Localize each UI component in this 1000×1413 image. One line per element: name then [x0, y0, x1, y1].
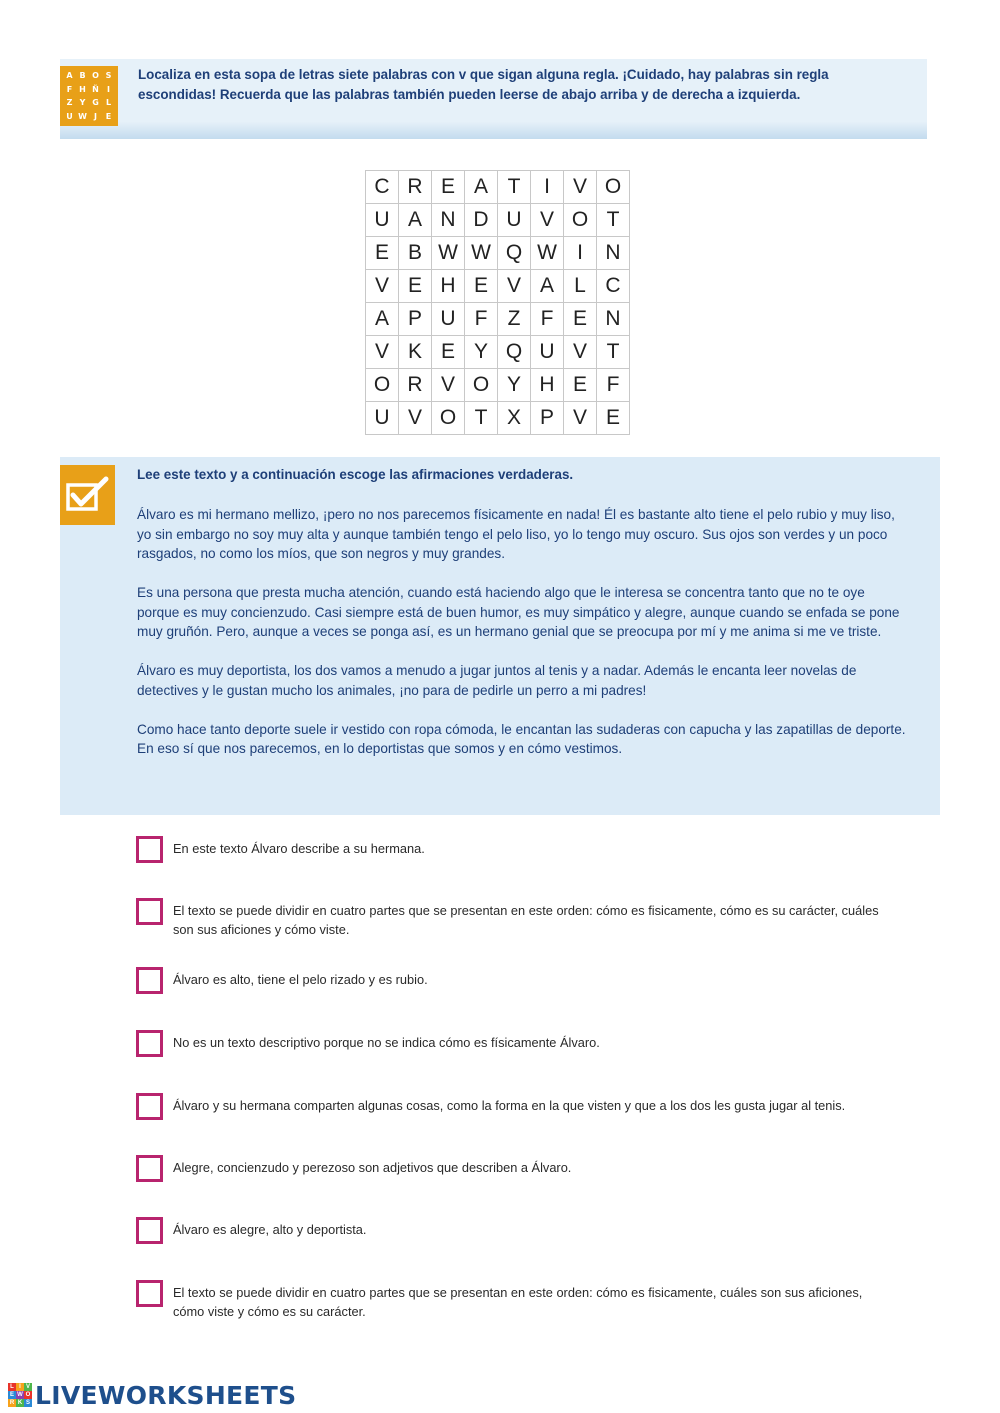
logo-block: O [25, 1392, 31, 1398]
grid-cell[interactable]: V [366, 336, 399, 369]
grid-cell[interactable]: V [564, 402, 597, 435]
grid-cell[interactable]: N [432, 204, 465, 237]
grid-cell[interactable]: X [498, 402, 531, 435]
grid-cell[interactable]: P [531, 402, 564, 435]
grid-cell[interactable]: A [465, 171, 498, 204]
grid-cell[interactable]: T [597, 336, 630, 369]
statement-text: Alegre, concienzudo y perezoso son adjetivos que describen a Álvaro. [173, 1160, 572, 1175]
grid-cell[interactable]: Z [498, 303, 531, 336]
grid-cell[interactable]: U [366, 402, 399, 435]
grid-cell[interactable]: E [432, 171, 465, 204]
instruction-banner [60, 59, 927, 139]
statement-checkbox[interactable] [136, 1155, 163, 1182]
grid-cell[interactable]: A [399, 204, 432, 237]
grid-cell[interactable]: V [432, 369, 465, 402]
reading-panel [60, 457, 940, 815]
grid-cell[interactable]: E [465, 270, 498, 303]
grid-cell[interactable]: V [531, 204, 564, 237]
grid-cell[interactable]: V [498, 270, 531, 303]
statement-checkbox[interactable] [136, 967, 163, 994]
grid-cell[interactable]: R [399, 171, 432, 204]
statement-text: En este texto Álvaro describe a su hermana. [173, 841, 425, 856]
grid-cell[interactable]: D [465, 204, 498, 237]
grid-cell[interactable]: W [531, 237, 564, 270]
grid-cell[interactable]: R [399, 369, 432, 402]
icon-letter: B [79, 71, 86, 80]
grid-cell[interactable]: C [366, 171, 399, 204]
grid-cell[interactable]: T [498, 171, 531, 204]
statement-checkbox[interactable] [136, 898, 163, 925]
statement-checkbox[interactable] [136, 1280, 163, 1307]
grid-cell[interactable]: I [531, 171, 564, 204]
grid-cell[interactable]: Y [498, 369, 531, 402]
icon-letter: U [66, 111, 73, 121]
grid-cell[interactable]: O [465, 369, 498, 402]
grid-cell[interactable]: H [432, 270, 465, 303]
logo-block: W [17, 1392, 23, 1398]
grid-cell[interactable]: F [465, 303, 498, 336]
statement-text: Álvaro y su hermana comparten algunas cosas, como la forma en la que visten y que a los dos les gusta jugar al tenis. [173, 1098, 846, 1113]
reading-text [137, 505, 907, 778]
icon-letter: Z [66, 98, 73, 107]
grid-cell[interactable]: C [597, 270, 630, 303]
paragraph: Como hace tanto deporte suele ir vestido con ropa cómoda, le encantan las sudaderas con capucha y las zapatillas de deporte. En eso sí que nos parecemos, en lo deportistas que somos y en cómo vestimos. [137, 721, 906, 756]
word-search-grid [365, 170, 630, 435]
grid-cell[interactable]: K [399, 336, 432, 369]
statement-text: Álvaro es alto, tiene el pelo rizado y es rubio. [173, 972, 428, 987]
grid-cell[interactable]: T [597, 204, 630, 237]
liveworksheets-logo[interactable] [8, 1382, 296, 1408]
icon-letter: O [92, 71, 99, 80]
grid-cell[interactable]: L [564, 270, 597, 303]
grid-cell[interactable]: A [531, 270, 564, 303]
statement-text: El texto se puede dividir en cuatro partes que se presentan en este orden: cómo es fisicamente, cómo es su carácter, cuáles son sus aficiones y cómo viste. [173, 903, 879, 937]
grid-cell[interactable]: E [399, 270, 432, 303]
grid-cell[interactable]: W [432, 237, 465, 270]
grid-cell[interactable]: E [432, 336, 465, 369]
grid-cell[interactable]: V [564, 171, 597, 204]
grid-cell[interactable]: N [597, 303, 630, 336]
paragraph: Es una persona que presta mucha atención, cuando está haciendo algo que le interesa se concentra tanto que no te oye porque es muy concienzudo. Casi siempre está de buen humor, es muy simpático y alegre, aunque cuando se enfada se pone muy gruñón. Pero, aunque a veces se ponga así, es un hermano genial que se preocupa por mí y me anima si me ve triste. [137, 585, 900, 639]
statement-text: El texto se puede dividir en cuatro partes que se presentan en este orden: cómo es fisicamente, cuáles son sus aficiones, cómo viste y cómo es su carácter. [173, 1285, 863, 1319]
grid-cell[interactable]: O [597, 171, 630, 204]
instruction-line-1: Localiza en esta sopa de letras siete palabras con v que sigan alguna regla. ¡Cuidado, hay palabras sin regla [138, 67, 829, 82]
statement-checkbox[interactable] [136, 1093, 163, 1120]
reading-title: Lee este texto y a continuación escoge las afirmaciones verdaderas. [137, 467, 574, 482]
grid-cell[interactable]: W [465, 237, 498, 270]
grid-cell[interactable]: O [564, 204, 597, 237]
grid-cell[interactable]: I [564, 237, 597, 270]
instruction-text [138, 65, 908, 105]
logo-block: S [25, 1400, 30, 1406]
grid-cell[interactable]: E [366, 237, 399, 270]
icon-letter: S [105, 71, 112, 80]
icon-letter: G [92, 98, 99, 107]
grid-cell[interactable]: Q [498, 237, 531, 270]
statement-checkbox[interactable] [136, 836, 163, 863]
grid-cell[interactable]: F [597, 369, 630, 402]
grid-cell[interactable]: V [399, 402, 432, 435]
grid-cell[interactable]: E [597, 402, 630, 435]
grid-cell[interactable]: Y [465, 336, 498, 369]
grid-cell[interactable]: B [399, 237, 432, 270]
grid-cell[interactable]: V [366, 270, 399, 303]
grid-cell[interactable]: U [531, 336, 564, 369]
grid-cell[interactable]: E [564, 369, 597, 402]
logo-block: I [16, 1383, 24, 1391]
logo-block: K [17, 1400, 23, 1406]
icon-letter: Y [79, 98, 86, 107]
icon-letter: E [105, 111, 112, 121]
checkbox-check-icon [60, 465, 115, 525]
logo-block: L [8, 1383, 16, 1391]
icon-letter: F [66, 84, 73, 94]
grid-cell[interactable]: E [564, 303, 597, 336]
icon-letter: W [78, 111, 87, 121]
logo-block: V [25, 1384, 30, 1390]
grid-cell[interactable]: A [366, 303, 399, 336]
statement-checkbox[interactable] [136, 1217, 163, 1244]
grid-cell[interactable]: F [531, 303, 564, 336]
grid-cell[interactable]: O [432, 402, 465, 435]
grid-cell[interactable]: O [366, 369, 399, 402]
logo-text: LIVEWORKSHEETS [35, 1380, 297, 1410]
icon-letter: Ñ [92, 84, 99, 94]
icon-letter: J [94, 111, 97, 121]
logo-block: R [9, 1400, 15, 1406]
instruction-line-2: escondidas! Recuerda que las palabras también pueden leerse de abajo arriba y de derecha a izquierda. [138, 87, 801, 102]
statement-checkbox[interactable] [136, 1030, 163, 1057]
icon-letter: H [79, 84, 86, 94]
logo-block: E [9, 1392, 14, 1398]
grid-cell[interactable]: P [399, 303, 432, 336]
grid-cell[interactable]: T [465, 402, 498, 435]
grid-cell[interactable]: V [564, 336, 597, 369]
grid-cell[interactable]: U [498, 204, 531, 237]
grid-cell[interactable]: H [531, 369, 564, 402]
icon-letter: A [66, 71, 73, 80]
icon-letter: I [107, 84, 110, 94]
statement-text: No es un texto descriptivo porque no se indica cómo es físicamente Álvaro. [173, 1035, 600, 1050]
logo-blocks-icon [8, 1383, 32, 1407]
icon-letter: L [105, 98, 112, 107]
letter-grid-icon [60, 66, 118, 126]
grid-cell[interactable]: N [597, 237, 630, 270]
grid-cell[interactable]: U [366, 204, 399, 237]
grid-cell[interactable]: U [432, 303, 465, 336]
statement-text: Álvaro es alegre, alto y deportista. [173, 1222, 367, 1237]
grid-cell[interactable]: Q [498, 336, 531, 369]
paragraph: Álvaro es muy deportista, los dos vamos a menudo a jugar juntos al tenis y a nadar. Además le encanta leer novelas de detectives y le gustan mucho los animales, ¡no para de pedirle un perro a mi padres! [137, 663, 857, 698]
paragraph: Álvaro es mi hermano mellizo, ¡pero no nos parecemos físicamente en nada! Él es bastante alto tiene el pelo rubio y muy liso, yo sin embargo no soy muy alta y aunque también tengo el pelo liso, yo lo tengo muy oscuro. Sus ojos son verdes y un poco rasgados, no como los míos, que son negros y muy grandes. [137, 507, 895, 561]
